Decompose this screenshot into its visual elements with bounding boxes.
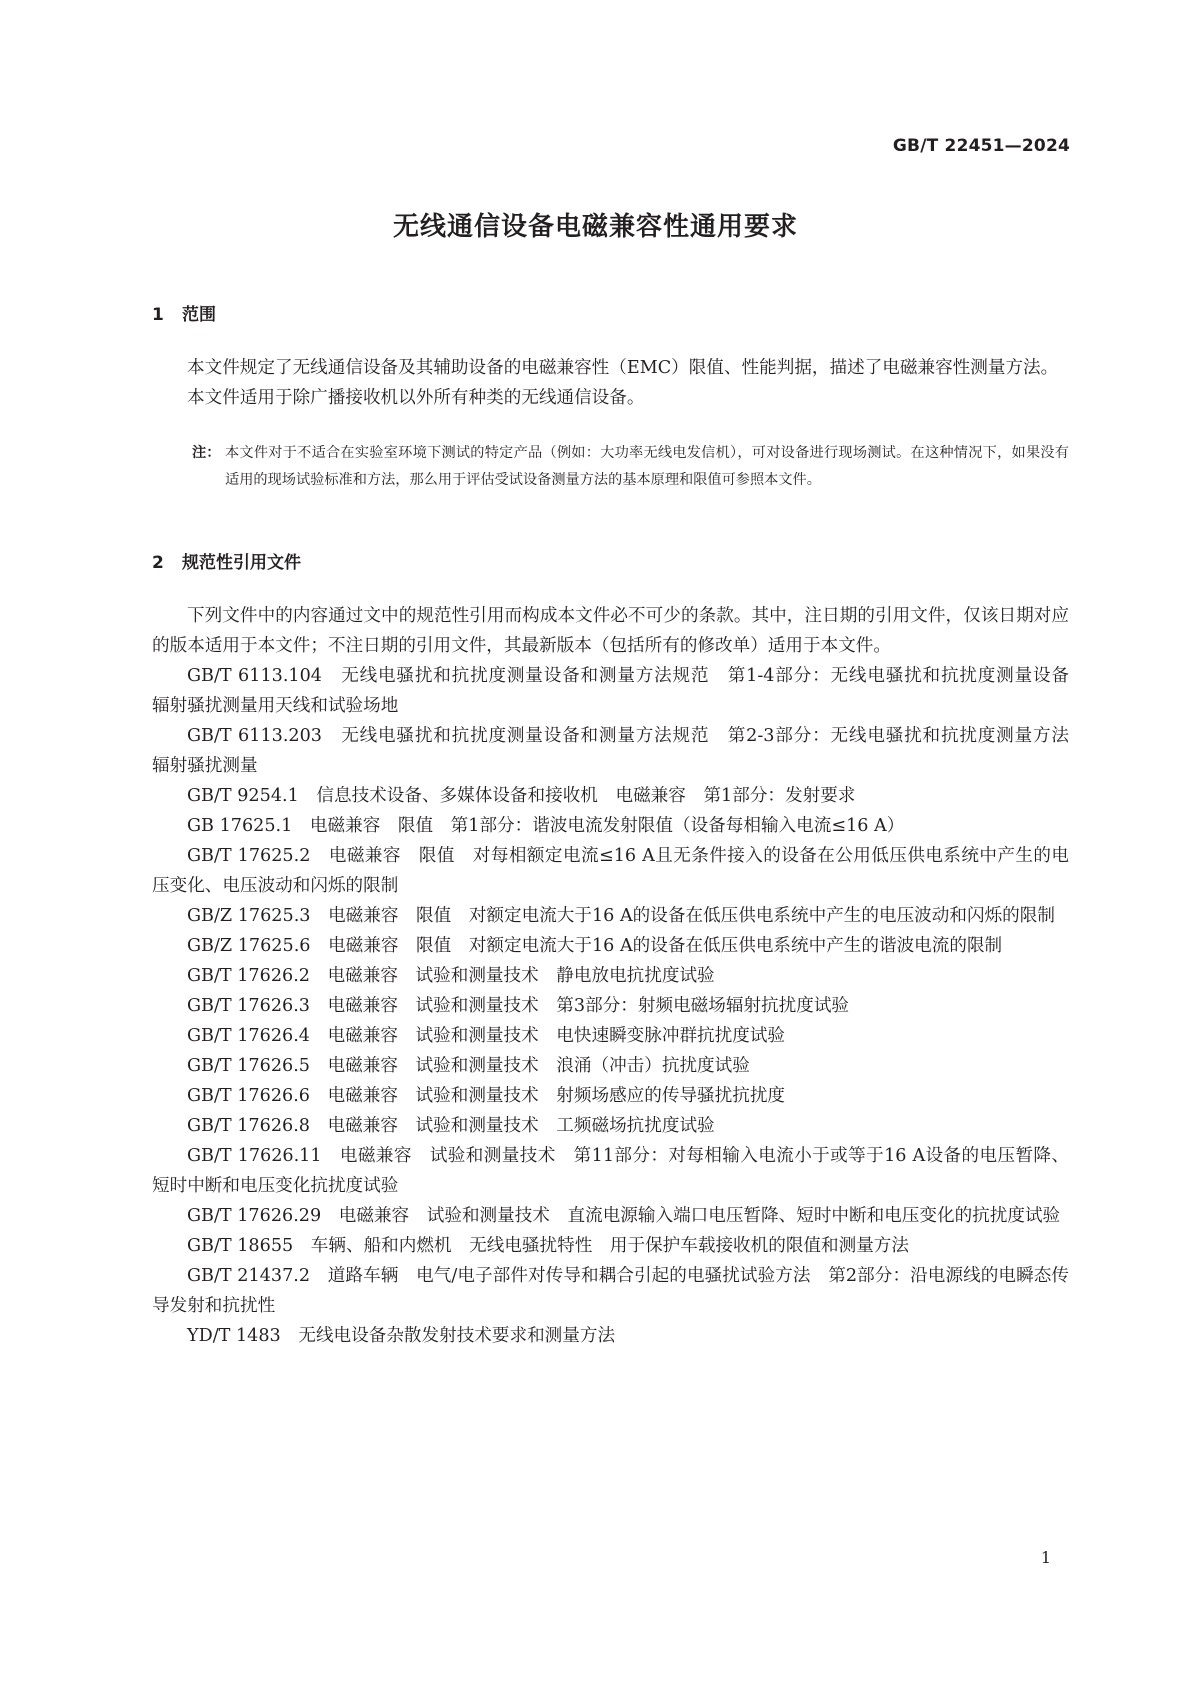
reference-entry: GB/T 17626.3 电磁兼容 试验和测量技术 第3部分：射频电磁场辐射抗扰度试验 <box>187 996 850 1016</box>
note-text: 本文件对于不适合在实验室环境下测试的特定产品（例如：大功率无线电发信机），可对设备进行现场测试。在这种情况下，如果没有适用的现场试验标准和方法，那么用于评估受试设备测量方法的基本原理和限值可参照本文件。 <box>225 445 1069 488</box>
section-title: 范围 <box>182 305 216 325</box>
reference-entry: YD/T 1483 无线电设备杂散发射技术要求和测量方法 <box>187 1326 616 1346</box>
scope-body <box>152 353 1069 413</box>
paragraph: 本文件规定了无线通信设备及其辅助设备的电磁兼容性（EMC）限值、性能判据，描述了电磁兼容性测量方法。 <box>187 358 1059 378</box>
reference-entry: GB/T 6113.203 无线电骚扰和抗扰度测量设备和测量方法规范 第2-3部分：无线电骚扰和抗扰度测量方法 辐射骚扰测量 <box>152 726 1087 776</box>
note-label: 注： <box>192 445 221 461</box>
reference-entry: GB/T 17626.29 电磁兼容 试验和测量技术 直流电源输入端口电压暂降、短时中断和电压变化的抗扰度试验 <box>187 1206 1061 1226</box>
reference-entry: GB/T 17626.11 电磁兼容 试验和测量技术 第11部分：对每相输入电流小于或等于16 A设备的电压暂降、短时中断和电压变化抗扰度试验 <box>152 1146 1069 1196</box>
paragraph: 本文件适用于除广播接收机以外所有种类的无线通信设备。 <box>187 388 645 408</box>
reference-entry: GB/T 17626.8 电磁兼容 试验和测量技术 工频磁场抗扰度试验 <box>187 1116 715 1136</box>
reference-entry: GB/T 17626.2 电磁兼容 试验和测量技术 静电放电抗扰度试验 <box>187 966 715 986</box>
reference-entry: GB 17625.1 电磁兼容 限值 第1部分：谐波电流发射限值（设备每相输入电流≤16 A） <box>187 816 905 836</box>
reference-entry: GB/T 18655 车辆、船和内燃机 无线电骚扰特性 用于保护车载接收机的限值和测量方法 <box>187 1236 909 1256</box>
reference-entry: GB/T 17625.2 电磁兼容 限值 对每相额定电流≤16 A且无条件接入的设备在公用低压供电系统中产生的电压变化、电压波动和闪烁的限制 <box>152 846 1069 896</box>
reference-entry: GB/Z 17625.6 电磁兼容 限值 对额定电流大于16 A的设备在低压供电系统中产生的谐波电流的限制 <box>187 936 1003 956</box>
section-number: 2 <box>152 553 164 573</box>
document-title: 无线通信设备电磁兼容性通用要求 <box>392 212 798 242</box>
section-heading-scope <box>152 300 216 325</box>
reference-entry: GB/T 9254.1 信息技术设备、多媒体设备和接收机 电磁兼容 第1部分：发射要求 <box>187 786 856 806</box>
reference-entry: GB/T 21437.2 道路车辆 电气/电子部件对传导和耦合引起的电骚扰试验方法 第2部分：沿电源线的电瞬态传导发射和抗扰性 <box>152 1266 1069 1316</box>
reference-entry: GB/T 17626.4 电磁兼容 试验和测量技术 电快速瞬变脉冲群抗扰度试验 <box>187 1026 786 1046</box>
reference-entry: GB/Z 17625.3 电磁兼容 限值 对额定电流大于16 A的设备在低压供电系统中产生的电压波动和闪烁的限制 <box>187 906 1055 926</box>
reference-entry: GB/T 17626.5 电磁兼容 试验和测量技术 浪涌（冲击）抗扰度试验 <box>187 1056 750 1076</box>
scope-note <box>192 440 1069 494</box>
standard-number: GB/T 22451—2024 <box>892 136 1070 156</box>
reference-entry: GB/T 6113.104 无线电骚扰和抗扰度测量设备和测量方法规范 第1-4部分：无线电骚扰和抗扰度测量设备 辐射骚扰测量用天线和试验场地 <box>152 666 1087 716</box>
section-number: 1 <box>152 305 164 325</box>
paragraph: 下列文件中的内容通过文中的规范性引用而构成本文件必不可少的条款。其中，注日期的引用文件，仅该日期对应的版本适用于本文件；不注日期的引用文件，其最新版本（包括所有的修改单）适用于本文件。 <box>152 606 1069 656</box>
reference-entry: GB/T 17626.6 电磁兼容 试验和测量技术 射频场感应的传导骚扰抗扰度 <box>187 1086 786 1106</box>
normative-references-body <box>152 601 1087 1351</box>
section-heading-normative-references <box>152 548 301 573</box>
section-title: 规范性引用文件 <box>182 553 301 573</box>
page-number: 1 <box>1040 1548 1051 1567</box>
